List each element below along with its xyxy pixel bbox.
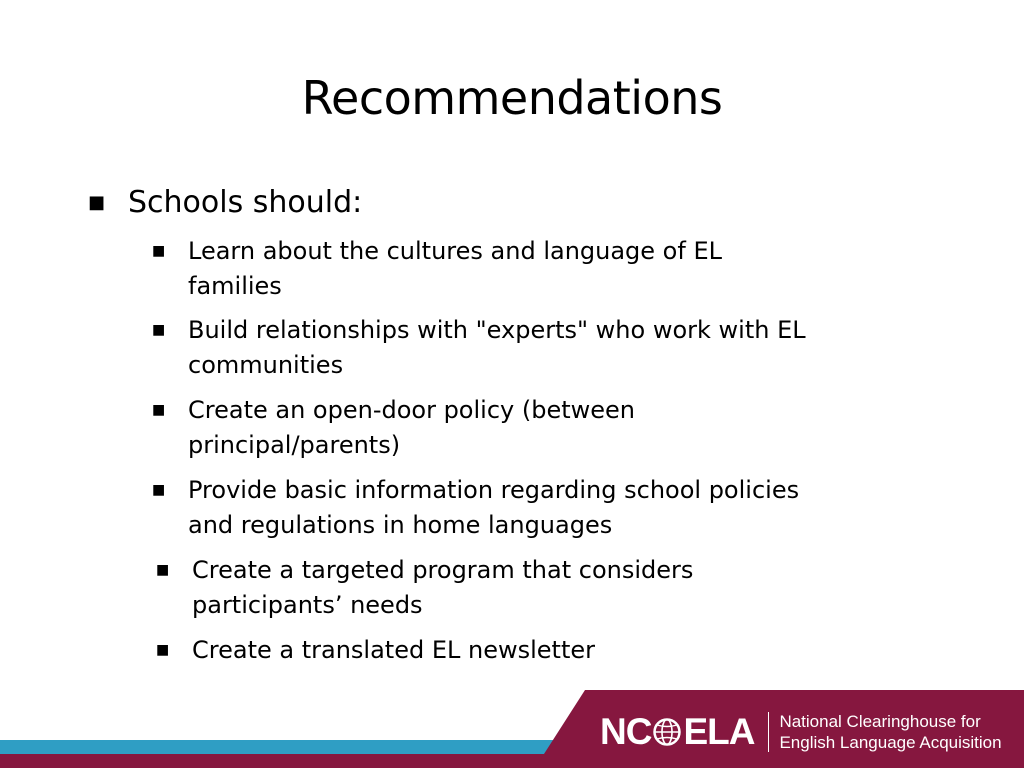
square-bullet-icon: ■ xyxy=(152,243,166,259)
square-bullet-icon: ■ xyxy=(152,482,166,498)
logo-left-letters: NC xyxy=(600,711,652,752)
logo-divider xyxy=(768,712,769,752)
slide-title: Recommendations xyxy=(301,71,723,125)
org-name-line: National Clearinghouse for xyxy=(779,712,981,731)
ncela-wordmark xyxy=(600,711,754,753)
sub-point-line: Learn about the cultures and language of EL xyxy=(188,237,722,265)
sub-point-line: and regulations in home languages xyxy=(188,511,613,539)
sub-point-line: Create an open-door policy (between xyxy=(188,396,635,424)
main-point-text: Schools should: xyxy=(128,185,363,220)
square-bullet-icon: ■ xyxy=(156,562,170,578)
org-name-line: English Language Acquisition xyxy=(779,733,1002,752)
ncela-logo xyxy=(600,708,1002,756)
square-bullet-icon: ■ xyxy=(152,402,166,418)
square-bullet-icon: ■ xyxy=(88,192,106,213)
square-bullet-icon: ■ xyxy=(156,642,170,658)
square-bullet-icon: ■ xyxy=(152,322,166,338)
sub-point-line: principal/parents) xyxy=(188,431,401,459)
sub-point-line: communities xyxy=(188,351,344,379)
globe-icon xyxy=(652,717,682,747)
sub-point-line: Create a targeted program that considers xyxy=(192,556,694,584)
logo-right-letters: ELA xyxy=(683,711,755,752)
sub-point-line: Provide basic information regarding school policies xyxy=(188,476,800,504)
sub-point-line: Create a translated EL newsletter xyxy=(192,636,595,664)
sub-point-line: families xyxy=(188,272,282,300)
sub-point-line: participants’ needs xyxy=(192,591,423,619)
footer-teal-stripe xyxy=(0,740,560,754)
sub-point-line: Build relationships with "experts" who work with EL xyxy=(188,316,806,344)
org-name xyxy=(779,711,1001,753)
